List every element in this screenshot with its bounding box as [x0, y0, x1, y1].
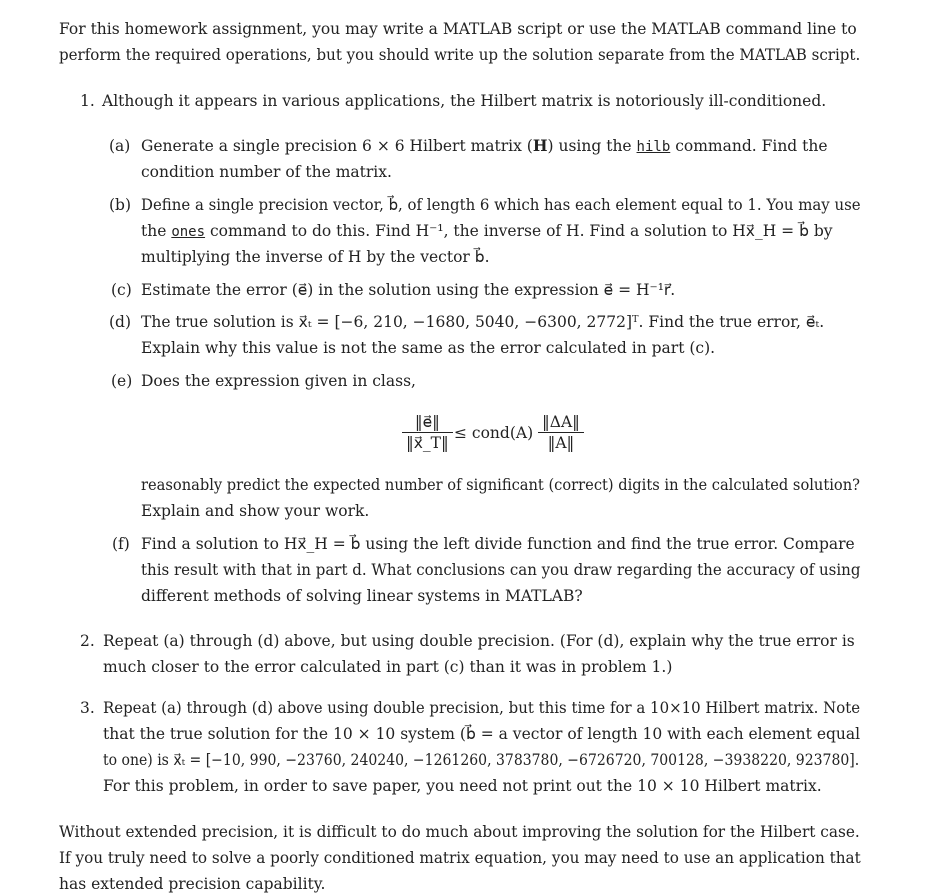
part-b-line-1: Define a single precision vector, b⃗, of length 6 which has each element equal to 1. You may use [141, 196, 861, 214]
part-b-text-post: command to do this. Find H⁻¹, the inverse of H. Find a solution to Hx⃗_H = b⃗ by [209, 222, 833, 240]
part-a-label: (a) [109, 137, 131, 155]
hilbert-symbol: H [532, 136, 548, 155]
outro-line-3: has extended precision capability. [59, 875, 326, 893]
part-e-line-2: reasonably predict the expected number of significant (correct) digits in the calculated solution? [141, 476, 861, 494]
part-e-label: (e) [111, 372, 133, 390]
outro-line-2: If you truly need to solve a poorly conditioned matrix equation, you may need to use an application that [59, 849, 861, 867]
part-b-line-3: multiplying the inverse of H by the vector b⃗. [141, 248, 490, 266]
part-e-line-3: Explain and show your work. [141, 502, 370, 520]
fraction-error-over-solution [402, 412, 453, 453]
part-f-label: (f) [112, 535, 130, 553]
problem-3-line-3: to one) is x⃗ₜ = [−10, 990, −23760, 240240, −1261260, 3783780, −6726720, 700128, −3938220, 923780]. [103, 751, 860, 769]
part-b-line-2 [141, 221, 833, 242]
inequality-cond: ≤ cond(A) [454, 424, 534, 442]
problem-2-line-2: much closer to the error calculated in part (c) than it was in problem 1.) [103, 658, 673, 676]
part-c-text: Estimate the error (e⃗) in the solution using the expression e⃗ = H⁻¹r⃗. [141, 281, 676, 299]
intro-line-2: perform the required operations, but you should write up the solution separate from the MATLAB script. [59, 46, 861, 64]
fraction-delta-a-over-a [538, 412, 584, 453]
part-b-text-pre: the [141, 222, 167, 240]
problem-2-line-1: Repeat (a) through (d) above, but using double precision. (For (d), explain why the true error is [103, 632, 855, 650]
part-e-line-1: Does the expression given in class, [141, 372, 416, 390]
part-d-label: (d) [109, 313, 132, 331]
hilb-command: hilb [636, 139, 671, 155]
outro-line-1: Without extended precision, it is difficult to do much about improving the solution for the Hilbert case. [59, 823, 860, 841]
fraction-1-numerator: ‖e⃗‖ [402, 412, 453, 433]
part-f-line-3: different methods of solving linear systems in MATLAB? [141, 587, 583, 605]
problem-1-text: Although it appears in various applications, the Hilbert matrix is notoriously ill-conditioned. [102, 92, 827, 110]
problem-3-line-4: For this problem, in order to save paper, you need not print out the 10 × 10 Hilbert matrix. [103, 777, 822, 795]
intro-line-1: For this homework assignment, you may write a MATLAB script or use the MATLAB command line to [59, 20, 857, 38]
problem-3-number: 3. [80, 699, 95, 717]
fraction-2-denominator: ‖A‖ [547, 434, 575, 452]
problem-2-number: 2. [80, 632, 95, 650]
part-a-line-1 [141, 136, 854, 157]
part-d-line-1: The true solution is x⃗ₜ = [−6, 210, −1680, 5040, −6300, 2772]ᵀ. Find the true error, e⃗ₜ. [141, 313, 825, 331]
part-c-label: (c) [111, 281, 132, 299]
part-f-line-2: this result with that in part d. What conclusions can you draw regarding the accuracy of using [141, 561, 861, 579]
part-a-text-post: command. Find the [675, 137, 828, 155]
problem-3-line-1: Repeat (a) through (d) above using double precision, but this time for a 10×10 Hilbert matrix. Note [103, 699, 861, 717]
part-a-line-2: condition number of the matrix. [141, 163, 392, 181]
part-a-text-mid: ) using the [547, 137, 632, 155]
fraction-1-denominator: ‖x⃗_T‖ [406, 434, 449, 452]
part-d-line-2: Explain why this value is not the same as the error calculated in part (c). [141, 339, 716, 357]
part-f-line-1: Find a solution to Hx⃗_H = b⃗ using the left divide function and find the true error. Compare [141, 535, 855, 553]
problem-3-line-2: that the true solution for the 10 × 10 system (b⃗ = a vector of length 10 with each element equal [103, 725, 861, 743]
problem-1-number: 1. [80, 92, 95, 110]
part-b-label: (b) [109, 196, 132, 214]
ones-command: ones [171, 224, 206, 240]
fraction-2-numerator: ‖ΔA‖ [538, 412, 584, 433]
part-a-text-pre: Generate a single precision 6 × 6 Hilbert matrix ( [141, 137, 533, 155]
